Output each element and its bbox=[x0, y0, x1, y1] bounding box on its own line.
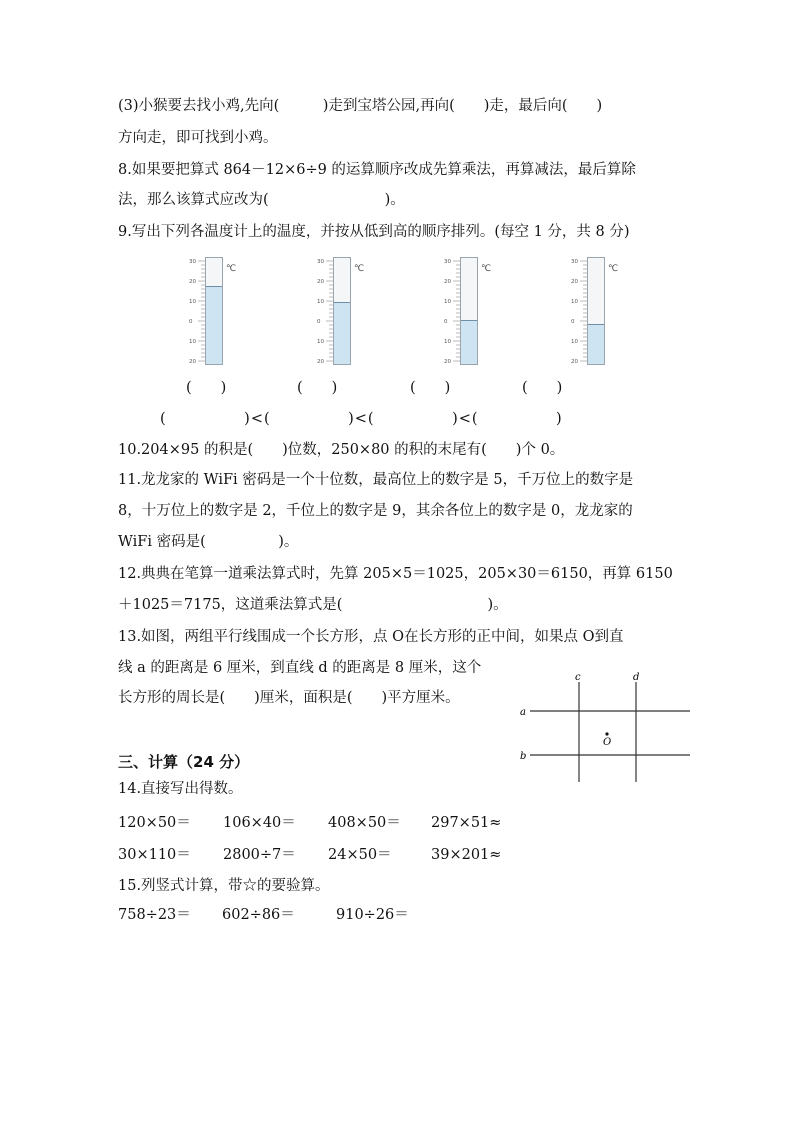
q14-row2 bbox=[118, 845, 538, 865]
q7-part3-line1: (3)小猴要去找小鸡,先向( )走到宝塔公园,再向( )走，最后向( ) bbox=[118, 98, 603, 114]
scale-label: 20 bbox=[189, 359, 196, 365]
scale-label: 0 bbox=[571, 319, 575, 325]
thermometer-1 bbox=[188, 253, 236, 367]
thermometer-2-unit: ℃ bbox=[354, 264, 365, 274]
q14-r2-c2: 2800÷7＝ bbox=[223, 847, 296, 863]
q14-row1 bbox=[118, 813, 538, 833]
scale-label: 20 bbox=[571, 359, 578, 365]
q14-r2-c4: 39×201≈ bbox=[431, 847, 502, 863]
q13-line1: 13.如图，两组平行线围成一个长方形，点 O在长方形的正中间，如果点 O到直 bbox=[118, 629, 624, 645]
q9-blank-2: ( ) bbox=[297, 380, 338, 396]
thermometer-3-unit: ℃ bbox=[481, 264, 492, 274]
thermometer-1-unit: ℃ bbox=[226, 264, 237, 274]
label-d: d bbox=[633, 672, 640, 683]
thermometer-3 bbox=[443, 253, 491, 367]
thermometer-4-fill bbox=[588, 324, 604, 364]
scale-label: 20 bbox=[317, 279, 324, 285]
q13-line2: 线 a 的距离是 6 厘米，到直线 d 的距离是 8 厘米，这个 bbox=[118, 660, 482, 676]
label-c: c bbox=[575, 672, 581, 683]
q9-order-row: ( )<( )<( )<( ) bbox=[160, 411, 563, 427]
scale-label: 20 bbox=[571, 279, 578, 285]
scale-label: 0 bbox=[444, 319, 448, 325]
q15-title: 15.列竖式计算，带☆的要验算。 bbox=[118, 878, 330, 894]
q15-c1: 758÷23＝ bbox=[118, 907, 191, 923]
q9-blank-3: ( ) bbox=[410, 380, 451, 396]
parallel-lines-figure bbox=[514, 668, 690, 786]
q15-c3: 910÷26＝ bbox=[336, 907, 409, 923]
scale-label: 10 bbox=[317, 339, 324, 345]
thermometer-4 bbox=[570, 253, 618, 367]
scale-label: 10 bbox=[189, 299, 196, 305]
q9-line1: 9.写出下列各温度计上的温度，并按从低到高的顺序排列。(每空 1 分，共 8 分) bbox=[118, 224, 630, 240]
scale-label: 20 bbox=[444, 279, 451, 285]
scale-label: 0 bbox=[317, 319, 321, 325]
scale-label: 10 bbox=[444, 299, 451, 305]
q11-line2: 8，十万位上的数字是 2，千位上的数字是 9，其余各位上的数字是 0，龙龙家的 bbox=[118, 503, 633, 519]
thermometer-2 bbox=[316, 253, 364, 367]
q14-title: 14.直接写出得数。 bbox=[118, 781, 243, 797]
q13-line3: 长方形的周长是( )厘米，面积是( )平方厘米。 bbox=[118, 690, 460, 706]
thermometer-3-fill bbox=[461, 320, 477, 364]
q14-r1-c2: 106×40＝ bbox=[223, 815, 296, 831]
label-o: O bbox=[603, 737, 612, 748]
point-o bbox=[605, 732, 608, 735]
scale-label: 20 bbox=[444, 359, 451, 365]
label-b: b bbox=[520, 751, 527, 762]
scale-label: 30 bbox=[189, 259, 196, 265]
thermometer-3-scale bbox=[443, 253, 461, 367]
thermometer-2-scale bbox=[316, 253, 334, 367]
q7-part3-line2: 方向走，即可找到小鸡。 bbox=[118, 130, 278, 146]
thermometer-1-tube bbox=[205, 257, 237, 365]
scale-label: 10 bbox=[571, 339, 578, 345]
thermometer-4-tube bbox=[587, 257, 619, 365]
q8-line2: 法，那么该算式应改为( )。 bbox=[118, 192, 405, 208]
q14-r2-c3: 24×50＝ bbox=[328, 847, 392, 863]
q9-blank-1: ( ) bbox=[186, 380, 227, 396]
q15-row1 bbox=[118, 905, 438, 925]
scale-label: 20 bbox=[189, 279, 196, 285]
q14-r1-c3: 408×50＝ bbox=[328, 815, 401, 831]
q14-r1-c4: 297×51≈ bbox=[431, 815, 502, 831]
thermometer-3-tube bbox=[460, 257, 492, 365]
q12-line2: ＋1025＝7175，这道乘法算式是( )。 bbox=[118, 597, 508, 613]
q14-r2-c1: 30×110＝ bbox=[118, 847, 191, 863]
scale-label: 10 bbox=[189, 339, 196, 345]
thermometer-2-tube bbox=[333, 257, 365, 365]
thermometer-4-unit: ℃ bbox=[608, 264, 619, 274]
q14-r1-c1: 120×50＝ bbox=[118, 815, 191, 831]
scale-label: 10 bbox=[444, 339, 451, 345]
q11-line3: WiFi 密码是( )。 bbox=[118, 534, 299, 550]
thermometer-1-scale bbox=[188, 253, 206, 367]
thermometer-2-fill bbox=[334, 302, 350, 364]
section3-title: 三、计算（24 分） bbox=[118, 753, 250, 771]
scale-label: 20 bbox=[317, 359, 324, 365]
q8-line1: 8.如果要把算式 864－12×6÷9 的运算顺序改成先算乘法，再算减法，最后算除 bbox=[118, 162, 636, 178]
scale-label: 30 bbox=[444, 259, 451, 265]
q12-line1: 12.典典在笔算一道乘法算式时，先算 205×5＝1025，205×30＝6150，再算 6150 bbox=[118, 566, 673, 582]
q15-c2: 602÷86＝ bbox=[222, 907, 295, 923]
label-a: a bbox=[520, 707, 526, 718]
thermometer-4-scale bbox=[570, 253, 588, 367]
scale-label: 10 bbox=[317, 299, 324, 305]
scale-label: 30 bbox=[317, 259, 324, 265]
scale-label: 30 bbox=[571, 259, 578, 265]
q9-blank-4: ( ) bbox=[522, 380, 563, 396]
scale-label: 10 bbox=[571, 299, 578, 305]
thermometer-1-fill bbox=[206, 286, 222, 364]
scale-label: 0 bbox=[189, 319, 193, 325]
q11-line1: 11.龙龙家的 WiFi 密码是一个十位数，最高位上的数字是 5，千万位上的数字是 bbox=[118, 472, 634, 488]
q10-line1: 10.204×95 的积是( )位数，250×80 的积的末尾有( )个 0。 bbox=[118, 442, 565, 458]
